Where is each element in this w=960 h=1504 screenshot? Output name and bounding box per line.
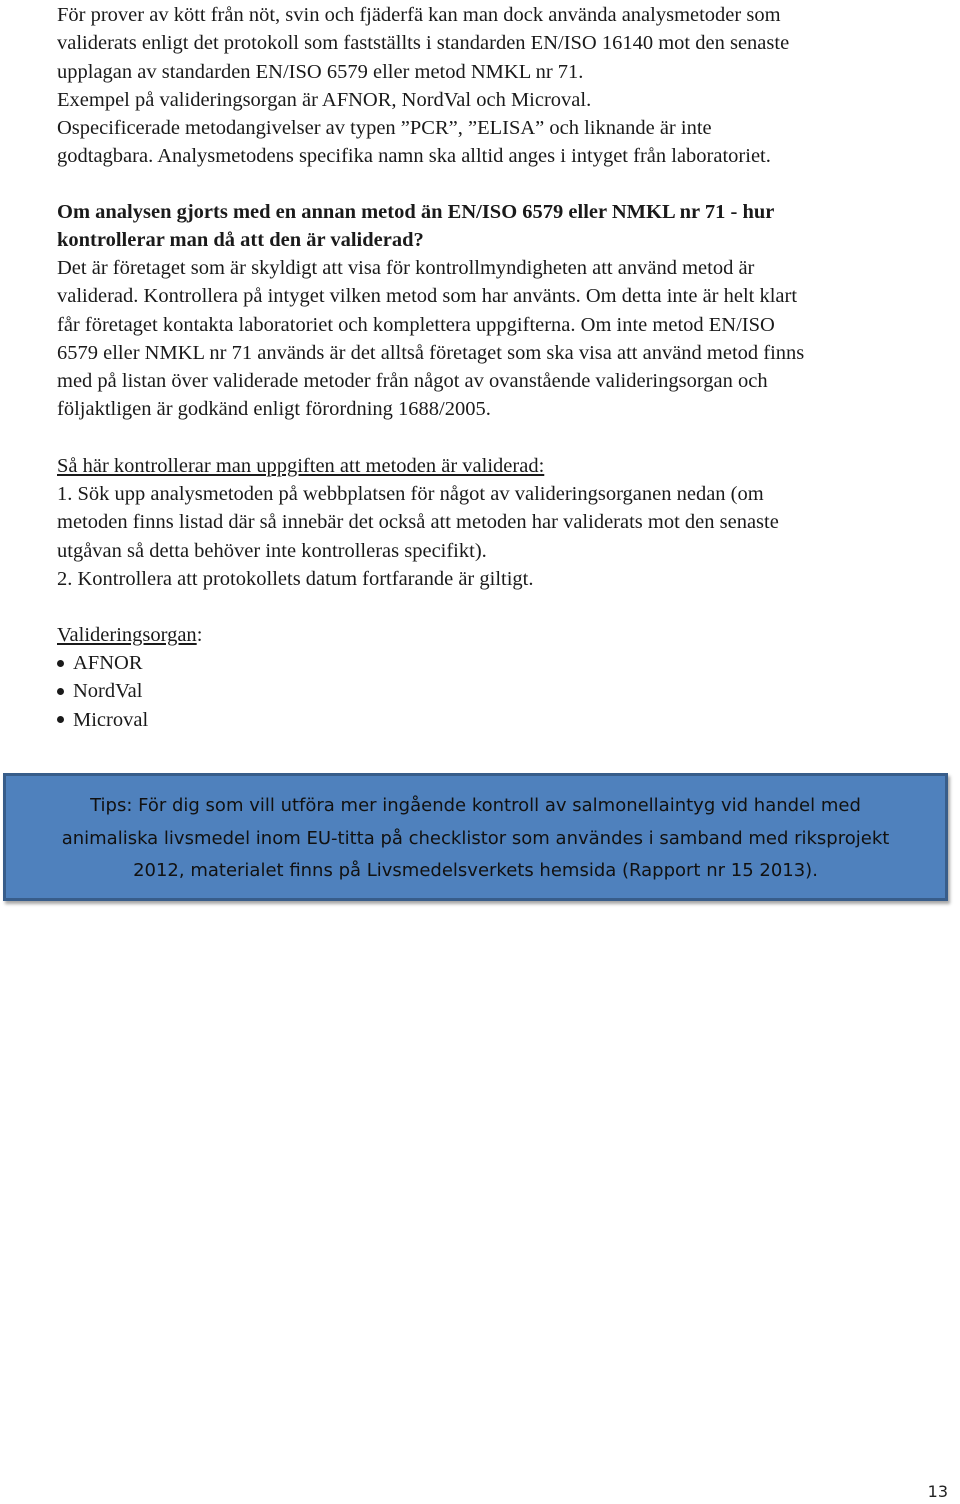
howto-heading-text: Så här kontrollerar man uppgiften att metoden är validerad: (57, 455, 545, 477)
intro-line: Ospecificerade metodangivelser av typen ”PCR”, ”ELISA” och liknande är inte (57, 117, 712, 140)
intro-line: validerats enligt det protokoll som fastställts i standarden EN/ISO 16140 mot den senaste (57, 32, 790, 55)
list-item (57, 649, 148, 677)
answer-line: Det är företaget som är skyldigt att visa för kontrollmyndigheten att använd metod är (57, 257, 755, 279)
answer-line: validerad. Kontrollera på intyget vilken metod som har använts. Om detta inte är helt klart (57, 285, 798, 308)
list-item-label: AFNOR (73, 652, 143, 674)
intro-line: Exempel på valideringsorgan är AFNOR, NordVal och Microval. (57, 88, 592, 111)
howto-steps (57, 480, 947, 593)
validation-bodies-list (57, 649, 148, 734)
answer-line: 6579 eller NMKL nr 71 används är det alltså företaget som ska visa att använd metod finns (57, 341, 805, 364)
question-line: kontrollerar man då att den är validerad? (57, 229, 424, 252)
list-item (57, 706, 148, 734)
answer-line: följaktligen är godkänd enligt förordning 1688/2005. (57, 398, 491, 421)
bullet-icon (57, 660, 64, 667)
bullet-icon (57, 716, 64, 723)
howto-heading (57, 452, 947, 480)
question-line: Om analysen gjorts med en annan metod än EN/ISO 6579 eller NMKL nr 71 - hur (57, 201, 775, 223)
answer-paragraph (57, 254, 947, 424)
question-heading (57, 198, 947, 255)
tip-line: animaliska livsmedel inom EU-titta på checklistor som användes i samband med riksprojekt (61, 827, 890, 849)
heading-colon: : (196, 624, 203, 646)
validation-bodies-heading (57, 621, 947, 649)
tip-text (6, 790, 945, 888)
answer-line: får företaget kontakta laboratoriet och komplettera uppgifterna. Om inte metod EN/ISO (57, 313, 775, 336)
validation-bodies-heading-text: Valideringsorgan (57, 624, 197, 646)
intro-line: godtagbara. Analysmetodens specifika namn ska alltid anges i intyget från laboratoriet. (57, 145, 771, 168)
step-line: utgåvan så detta behöver inte kontrolleras specifikt). (57, 539, 487, 562)
list-item-label: NordVal (73, 680, 143, 703)
step-line: 1. Sök upp analysmetoden på webbplatsen för något av valideringsorganen nedan (om (57, 483, 764, 505)
intro-line: För prover av kött från nöt, svin och fjäderfä kan man dock använda analysmetoder som (57, 4, 781, 26)
tip-line: 2012, materialet finns på Livsmedelsverkets hemsida (Rapport nr 15 2013). (133, 860, 818, 881)
intro-line: upplagan av standarden EN/ISO 6579 eller metod NMKL nr 71. (57, 60, 584, 83)
step-line: 2. Kontrollera att protokollets datum fortfarande är giltigt. (57, 567, 534, 590)
answer-line: med på listan över validerade metoder från något av ovanstående valideringsorgan och (57, 370, 768, 393)
intro-paragraph (57, 1, 947, 171)
tip-line: Tips: För dig som vill utföra mer ingående kontroll av salmonellaintyg vid handel med (90, 795, 861, 816)
list-item (57, 677, 148, 705)
list-item-label: Microval (73, 708, 149, 731)
bullet-icon (57, 688, 64, 695)
tip-box (3, 773, 948, 901)
step-line: metoden finns listad där så innebär det också att metoden har validerats mot den senaste (57, 511, 779, 534)
page-number: 13 (927, 1482, 948, 1501)
